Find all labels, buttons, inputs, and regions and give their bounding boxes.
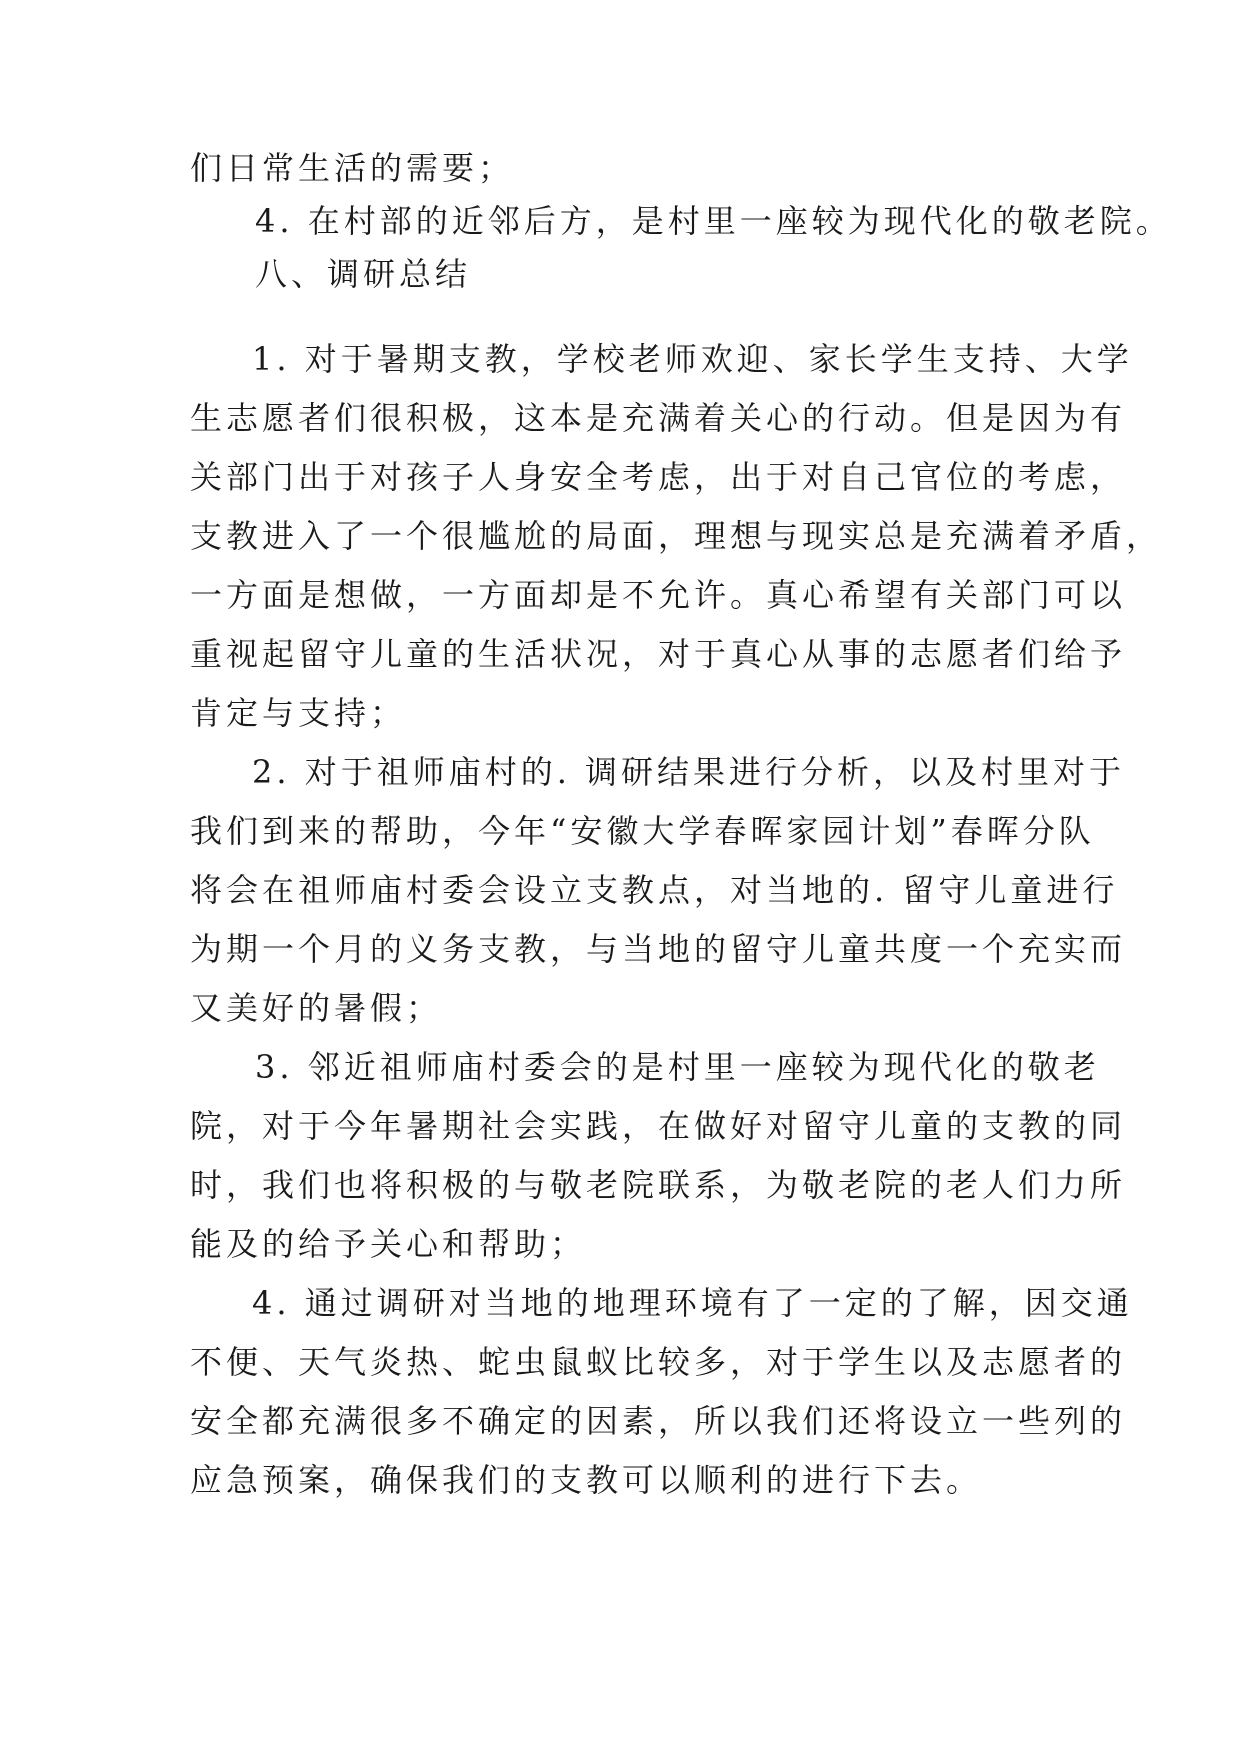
text-line: 生志愿者们很积极，这本是充满着关心的行动。但是因为有	[190, 399, 1127, 437]
text-line: 关部门出于对孩子人身安全考虑，出于对自己官位的考虑，	[190, 458, 1127, 496]
text-line: 3. 邻近祖师庙村委会的是村里一座较为现代化的敬老	[255, 1048, 1100, 1086]
text-line: 为期一个月的义务支教，与当地的留守儿童共度一个充实而	[190, 930, 1127, 968]
text-line: 4. 通过调研对当地的地理环境有了一定的了解，因交通	[252, 1284, 1133, 1322]
text-line: 院，对于今年暑期社会实践，在做好对留守儿童的支教的同	[190, 1107, 1127, 1145]
text-line: 我们到来的帮助，今年“安徽大学春晖家园计划”春晖分队	[190, 812, 1095, 850]
text-line: 又美好的暑假；	[190, 989, 443, 1027]
text-line: 一方面是想做，一方面却是不允许。真心希望有关部门可以	[190, 576, 1127, 614]
text-line: 重视起留守儿童的生活状况，对于真心从事的志愿者们给予	[190, 635, 1127, 673]
text-line: 支教进入了一个很尴尬的局面，理想与现实总是充满着矛盾，	[190, 517, 1163, 555]
text-line: 将会在祖师庙村委会设立支教点，对当地的. 留守儿童进行	[190, 871, 1119, 909]
text-line: 不便、天气炎热、蛇虫鼠蚁比较多，对于学生以及志愿者的	[190, 1343, 1127, 1381]
text-line: 肯定与支持；	[190, 694, 407, 732]
text-line: 能及的给予关心和帮助；	[190, 1225, 587, 1263]
text-line: 安全都充满很多不确定的因素，所以我们还将设立一些列的	[190, 1402, 1127, 1440]
text-line: 1. 对于暑期支教，学校老师欢迎、家长学生支持、大学	[252, 340, 1133, 378]
section-heading: 八、调研总结	[255, 255, 472, 293]
text-line: 应急预案，确保我们的支教可以顺利的进行下去。	[190, 1461, 983, 1499]
text-line: 们日常生活的需要；	[190, 149, 515, 187]
text-line: 时，我们也将积极的与敬老院联系，为敬老院的老人们力所	[190, 1166, 1127, 1204]
text-line: 2. 对于祖师庙村的. 调研结果进行分析，以及村里对于	[252, 753, 1126, 791]
text-line: 4. 在村部的近邻后方，是村里一座较为现代化的敬老院。	[255, 202, 1172, 240]
